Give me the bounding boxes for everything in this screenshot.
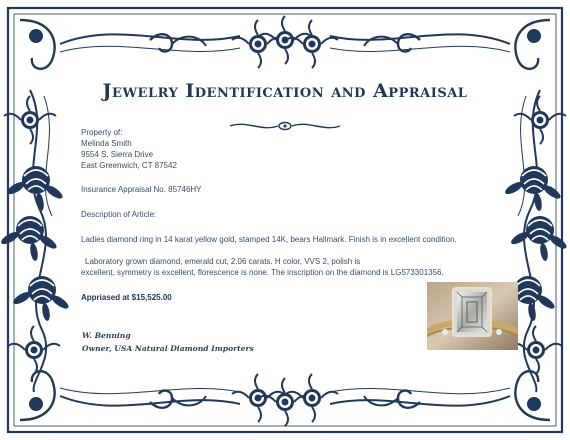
- address-line1: 9554 S. Sierra Drive: [81, 150, 154, 159]
- description-label: Description of Article:: [81, 210, 157, 219]
- property-label: Property of:: [81, 128, 123, 137]
- address-line2: East Greenwich, CT 87542: [81, 161, 177, 170]
- title-flourish: [226, 118, 344, 134]
- certificate-title: Jewelry Identification and Appraisal: [102, 80, 468, 102]
- appraisal-number: Insurance Appraisal No. 85746HY: [81, 185, 202, 194]
- diamond-description-line1: Laboratory grown diamond, emerald cut, 2.06 carats. H color, VVS 2, polish is: [85, 257, 361, 266]
- diamond-description-line2: excellent, symmetry is excellent, florescence is none. The inscription on the diamond is LG573301356.: [81, 268, 444, 277]
- appraised-value: Appriased at $15,525.00: [81, 293, 172, 302]
- article-description: Ladies diamond ring in 14 karat yellow gold, stamped 14K, bears Hallmark. Finish is in excellent condition.: [81, 235, 457, 244]
- ring-photo: [427, 282, 518, 350]
- owner-name: Melinda Smith: [81, 139, 132, 148]
- signer-title: Owner, USA Natural Diamond Importers: [82, 344, 254, 353]
- signer-name: W. Benning: [82, 331, 131, 340]
